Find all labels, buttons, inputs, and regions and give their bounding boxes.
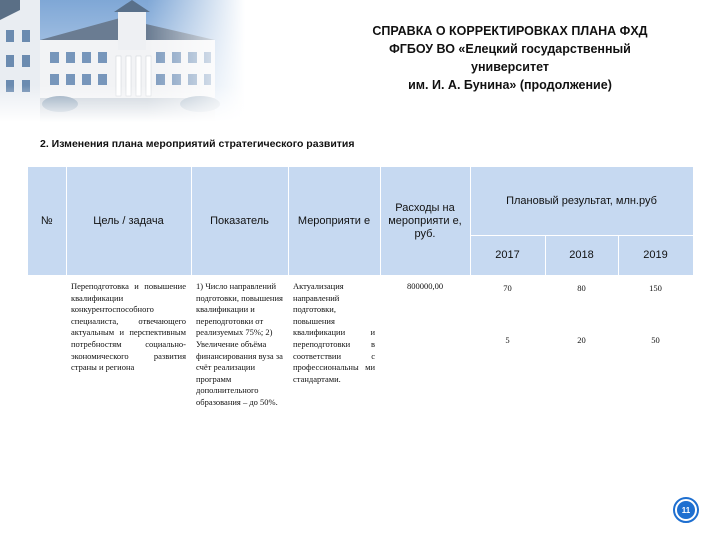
title-line-2: ФГБОУ ВО «Елецкий государственный	[389, 42, 631, 56]
header-year-2018: 2018	[545, 235, 618, 275]
header-event: Мероприяти е	[288, 167, 380, 275]
section-subtitle: 2. Изменения плана мероприятий стратегического развития	[40, 138, 355, 150]
strategic-plan-table	[28, 167, 693, 485]
header-planned-result: Плановый результат, млн.руб	[470, 167, 693, 235]
row-indicator: 1) Число направлений подготовки, повышения квалификации и переподготовки от реализуемых 75%; 2) Увеличение объёма финансирования вуза за счёт реализации программ дополнительного образования – до 50%.	[196, 281, 283, 407]
page-number-badge	[673, 497, 699, 523]
row-num	[28, 275, 66, 485]
header-expenses: Расходы на мероприяти е, руб.	[380, 167, 470, 275]
title-line-3: университет	[471, 60, 549, 74]
header-indicator: Показатель	[191, 167, 288, 275]
title-line-1: СПРАВКА О КОРРЕКТИРОВКАХ ПЛАНА ФХД	[372, 24, 648, 38]
value-2018-line1: 80	[577, 283, 586, 293]
row-expenses: 800000,00	[406, 281, 444, 291]
page-number: 11	[677, 501, 695, 519]
university-building-photo	[0, 0, 245, 122]
page-title	[330, 22, 690, 94]
value-2019-line1: 150	[649, 283, 662, 293]
row-event: Актуализация направлений подготовки, повышения квалификации и переподготовки в соответствии с профессиональны ми стандартами.	[293, 281, 375, 384]
header-goal: Цель / задача	[66, 167, 191, 275]
header-year-2019: 2019	[618, 235, 693, 275]
title-line-4: им. И. А. Бунина» (продолжение)	[408, 78, 612, 92]
header-year-2017: 2017	[470, 235, 545, 275]
value-2019-line2: 50	[651, 334, 660, 345]
value-2018-line2: 20	[577, 334, 586, 345]
header-num: №	[28, 167, 66, 275]
value-2017-line2: 5	[505, 334, 510, 345]
row-goal: Переподготовка и повышение квалификации конкурентоспособного специалиста, отвечающего актуальным и перспективным потребностям социально-экономического развития страны и региона	[71, 281, 186, 373]
value-2017-line1: 70	[503, 283, 512, 293]
table-row	[28, 275, 693, 485]
